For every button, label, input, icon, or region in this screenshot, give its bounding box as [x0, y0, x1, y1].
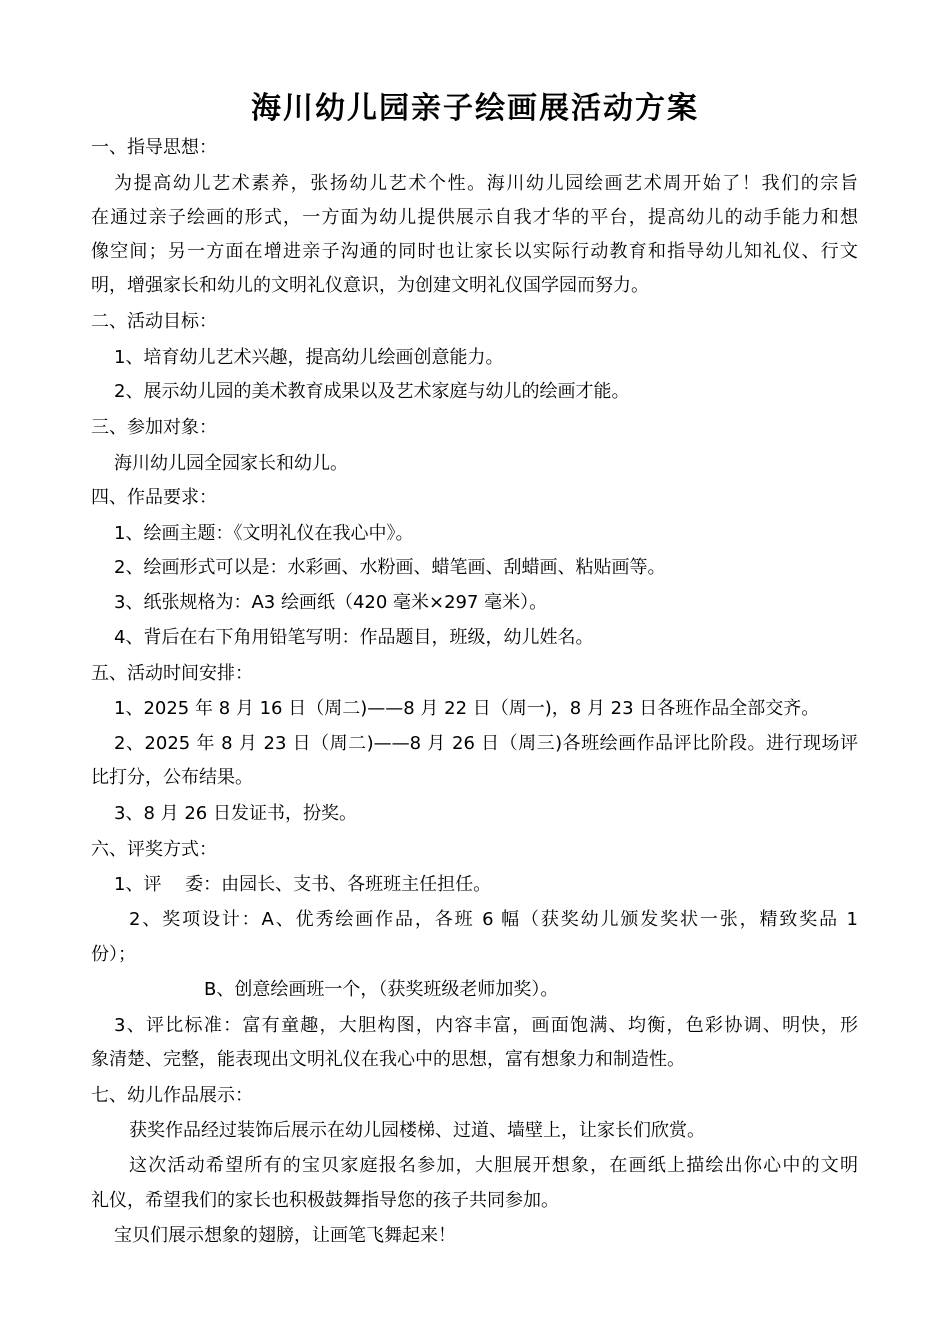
document-title: 海川幼儿园亲子绘画展活动方案 — [251, 91, 699, 126]
closing-line-2: 礼仪，希望我们的家长也积极鼓舞指导您的孩子共同参加。 — [91, 1190, 559, 1211]
requirement-item-4: 4、背后在右下角用铅笔写明：作品题目，班级，幼儿姓名。 — [114, 627, 594, 648]
guiding-idea-line-1: 为提高幼儿艺术素养，张扬幼儿艺术个性。海川幼儿园绘画艺术周开始了！我们的宗旨 — [114, 173, 858, 194]
final-slogan: 宝贝们展示想象的翅膀，让画笔飞舞起来！ — [114, 1225, 456, 1246]
goal-item-2: 2、展示幼儿园的美术教育成果以及艺术家庭与幼儿的绘画才能。 — [114, 381, 630, 402]
section-heading-participants: 三、参加对象： — [91, 417, 217, 438]
judging-item-3-line-1: 3、评比标准：富有童趣，大胆构图，内容丰富，画面饱满、均衡，色彩协调、明快，形 — [114, 1015, 858, 1036]
schedule-item-2-line-1: 2、2025 年 8 月 23 日（周二)——8 月 26 日（周三)各班绘画作品评比阶段。进行现场评 — [114, 733, 858, 754]
judging-item-2-line-1: 2、奖项设计：A、优秀绘画作品，各班 6 幅（获奖幼儿颁发奖状一张，精致奖品 1 — [129, 909, 858, 930]
guiding-idea-line-2: 在通过亲子绘画的形式，一方面为幼儿提供展示自我才华的平台，提高幼儿的动手能力和想 — [91, 207, 858, 228]
section-heading-exhibition: 七、幼儿作品展示： — [91, 1085, 253, 1106]
guiding-idea-line-3: 像空间；另一方面在增进亲子沟通的同时也让家长以实际行动教育和指导幼儿知礼仪、行文 — [91, 241, 858, 262]
section-heading-requirements: 四、作品要求： — [91, 487, 217, 508]
section-heading-schedule: 五、活动时间安排： — [91, 663, 253, 684]
schedule-item-3: 3、8 月 26 日发证书，扮奖。 — [114, 803, 357, 824]
schedule-item-1: 1、2025 年 8 月 16 日（周二)——8 月 22 日（周一)，8 月 23 日各班作品全部交齐。 — [114, 698, 820, 719]
section-heading-judging: 六、评奖方式： — [91, 839, 217, 860]
judging-item-2-line-3: B、创意绘画班一个，（获奖班级老师加奖）。 — [204, 979, 559, 1000]
goal-item-1: 1、培育幼儿艺术兴趣，提高幼儿绘画创意能力。 — [114, 347, 504, 368]
requirement-item-1: 1、绘画主题：《文明礼仪在我心中》。 — [114, 523, 414, 544]
guiding-idea-line-4: 明，增强家长和幼儿的文明礼仪意识，为创建文明礼仪国学园而努力。 — [91, 275, 649, 296]
section-heading-goals: 二、活动目标： — [91, 311, 217, 332]
requirement-item-2: 2、绘画形式可以是：水彩画、水粉画、蜡笔画、刮蜡画、粘贴画等。 — [114, 557, 666, 578]
judging-item-3-line-2: 象清楚、完整，能表现出文明礼仪在我心中的思想，富有想象力和制造性。 — [91, 1049, 685, 1070]
participants-text: 海川幼儿园全园家长和幼儿。 — [114, 453, 348, 474]
closing-line-1: 这次活动希望所有的宝贝家庭报名参加，大胆展开想象，在画纸上描绘出你心中的文明 — [129, 1155, 858, 1176]
judging-item-1: 1、评 委：由园长、支书、各班班主任担任。 — [114, 874, 492, 895]
schedule-item-2-line-2: 比打分，公布结果。 — [91, 767, 253, 788]
exhibition-text: 获奖作品经过装饰后展示在幼儿园楼梯、过道、墙壁上，让家长们欣赏。 — [129, 1120, 705, 1141]
section-heading-guiding-idea: 一、指导思想： — [91, 137, 217, 158]
judging-item-2-line-2: 份）； — [91, 944, 136, 965]
requirement-item-3: 3、纸张规格为：A3 绘画纸（420 毫米×297 毫米）。 — [114, 592, 548, 613]
